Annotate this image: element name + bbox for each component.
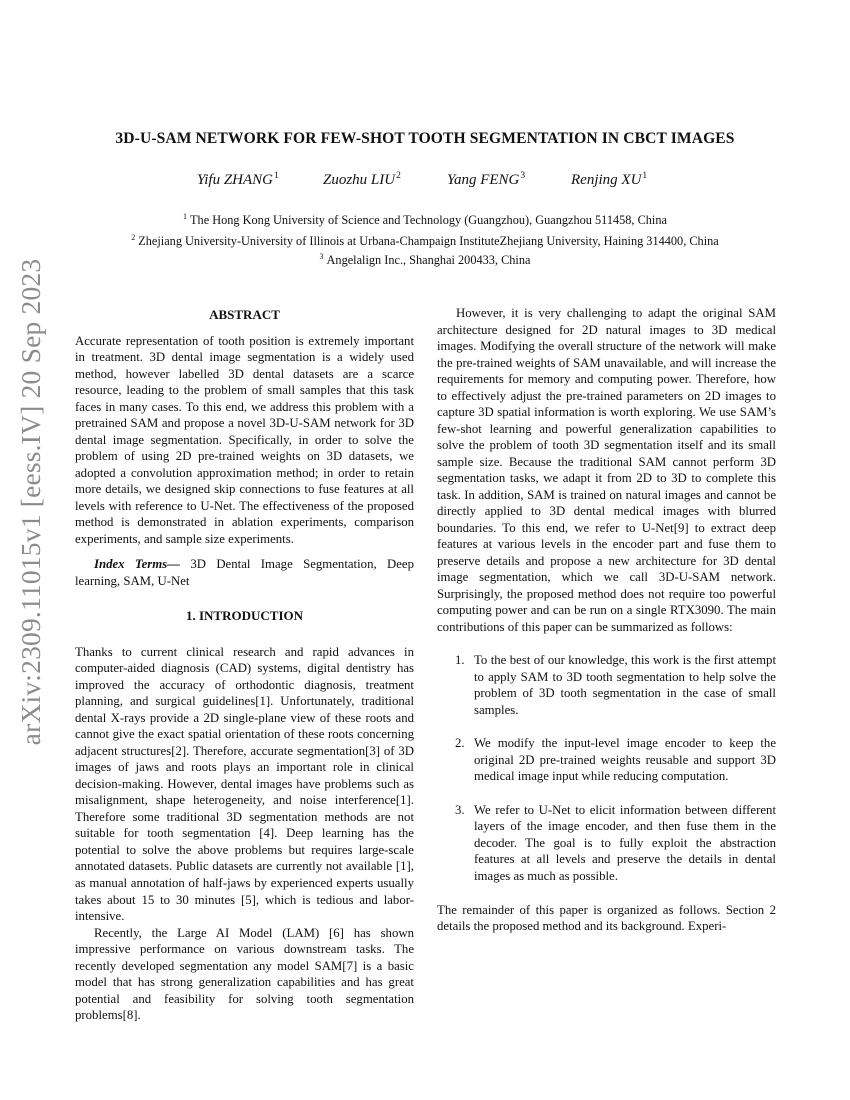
right-column [437,305,776,935]
author-3 [447,172,525,189]
contribution-item [437,802,776,885]
left-column [75,307,414,1024]
author-name: Renjing XU [571,172,642,188]
index-terms-text: 3D Dental Image Segmentation, Deep learning, SAM, U-Net [75,557,415,588]
author-2 [323,172,401,189]
abstract-heading: ABSTRACT [209,307,280,322]
paper-title: 3D-U-SAM NETWORK FOR FEW-SHOT TOOTH SEGMENTATION IN CBCT IMAGES [115,130,735,147]
intro-paragraph-3: However, it is very challenging to adapt the original SAM architecture designed for 2D natural images to 3D medical images. Modifying the overall structure of the network will make the pre-trained weights of SAM unavailable, and will increase the requirements for memory and computing power. Therefore, how to effectively adjust the pre-trained parameters on 2D images to capture 3D spatial information is worth exploring. We use SAM’s few-shot learning and powerful generalization capabilities to solve the problem of tooth 3D segmentation itself and its small sample size. Because the traditional SAM cannot perform 3D segmentation tasks, we adapt it from 2D to 3D to complete this task. In addition, SAM is trained on natural images and cannot be directly applied to 3D dental medical images with blurred boundaries. To this end, we refer to U-Net[9] to extract deep features at various levels in the encoder part and fuse them to preserve details and propose a new architecture for 3D dental image segmentation, which we call 3D-U-SAM network. Surprisingly, the proposed method does not require too powerful computing power and can be run on a single RTX3090. The main contributions of this paper can be summarized as follows: [437,306,776,634]
author-list [0,172,850,194]
contribution-item [437,652,776,718]
affiliation-3 [0,253,850,268]
abstract-text: Accurate representation of tooth position is extremely important in treatment. 3D dental image segmentation is a widely used method, however labelled 3D dental datasets are a scarce resource, leading to the problem of small samples that this task faces in many cases. To this end, we address this problem with a pretrained SAM and propose a novel 3D-U-SAM network for 3D dental image segmentation. Specifically, in order to solve the problem of using 2D pre-trained weights on 3D datasets, we adopted a convolution approximation method; in order to retain more details, we designed skip connections to fuse features at all levels with reference to U-Net. The effectiveness of the proposed method is demonstrated in ablation experiments, comparison experiments, and sample size experiments. [75,333,414,546]
contribution-text: We refer to U-Net to elicit information between different layers of the image encoder, and then fuse them in the decoder. The goal is to fully exploit the abstraction features at all levels and preserve the details in dental images as much as possible. [474,802,776,883]
author-affiliation-mark: 3 [520,171,526,181]
contribution-number: 1. [455,653,465,668]
affiliation-text: The Hong Kong University of Science and Technology (Guangzhou), Guangzhou 511458, China [190,213,667,227]
affiliation-number: 3 [319,252,324,261]
affiliation-number: 1 [183,212,188,221]
affiliation-text: Angelalign Inc., Shanghai 200433, China [326,253,531,267]
contribution-number: 3. [455,802,465,817]
affiliation-number: 2 [131,233,136,242]
intro-paragraph-2: Recently, the Large AI Model (LAM) [6] has shown impressive performance on various downstream tasks. The recently developed segmentation any model SAM[7] is a basic model that has strong generalization capabilities and has great potential and feasibility for solving tooth segmentation problems[8]. [75,925,414,1023]
arxiv-identifier-text: arXiv:2309.11015v1 [eess.IV] 20 Sep 2023 [15,258,46,746]
arxiv-identifier-stamp [10,258,52,746]
index-terms [75,556,414,589]
author-affiliation-mark: 2 [396,171,401,181]
affiliation-text: Zhejiang University-University of Illinois at Urbana-Champaign InstituteZhejiang University, Haining 314400, China [138,234,719,248]
contribution-text: To the best of our knowledge, this work is the first attempt to apply SAM to 3D tooth segmentation to help solve the problem of 3D tooth segmentation in the case of small samples. [474,653,776,717]
author-name: Yifu ZHANG [197,172,273,188]
contributions-list [437,652,776,884]
contribution-text: We modify the input-level image encoder to keep the original 2D pre-trained weights reusable and support 3D medical image input while reducing computation. [474,736,776,784]
index-terms-label: Index Terms— [94,557,180,572]
affiliation-2 [0,234,850,249]
introduction-heading: 1. INTRODUCTION [185,608,303,624]
author-name: Zuozhu LIU [323,172,396,188]
affiliation-1 [0,213,850,228]
intro-paragraph-1: Thanks to current clinical research and rapid advances in computer-aided diagnosis (CAD) systems, digital dentistry has improved the accuracy of orthodontic diagnosis, treatment planning, and surgical guidelines[1]. Unfortunately, traditional dental X-rays provide a 2D single-plane view of these roots and cannot give the exact spatial orientation of these roots concerning adjacent structures[2]. Therefore, accurate segmentation[3] of 3D images of jaws and roots plays an important role in clinical decision-making. However, dental images have problems such as misalignment, shape heterogeneity, and noise interference[1]. Therefore some traditional 3D segmentation methods are not suitable for tooth segmentation [4]. Deep learning has the potential to solve the above problems but requires large-scale annotated datasets. Public datasets are currently not available [1], as manual annotation of half-jaws by experienced experts usually takes about 15 to 30 minutes [5], which is tedious and labor-intensive. [75,644,414,924]
author-name: Yang FENG [447,172,520,188]
author-1 [197,172,279,189]
intro-paragraph-4: The remainder of this paper is organized as follows. Section 2 details the proposed method and its background. Experi- [437,902,776,934]
contribution-number: 2. [455,736,465,751]
author-4 [571,172,647,189]
author-affiliation-mark: 1 [642,171,648,181]
contribution-item [437,735,776,785]
author-affiliation-mark: 1 [274,171,279,181]
